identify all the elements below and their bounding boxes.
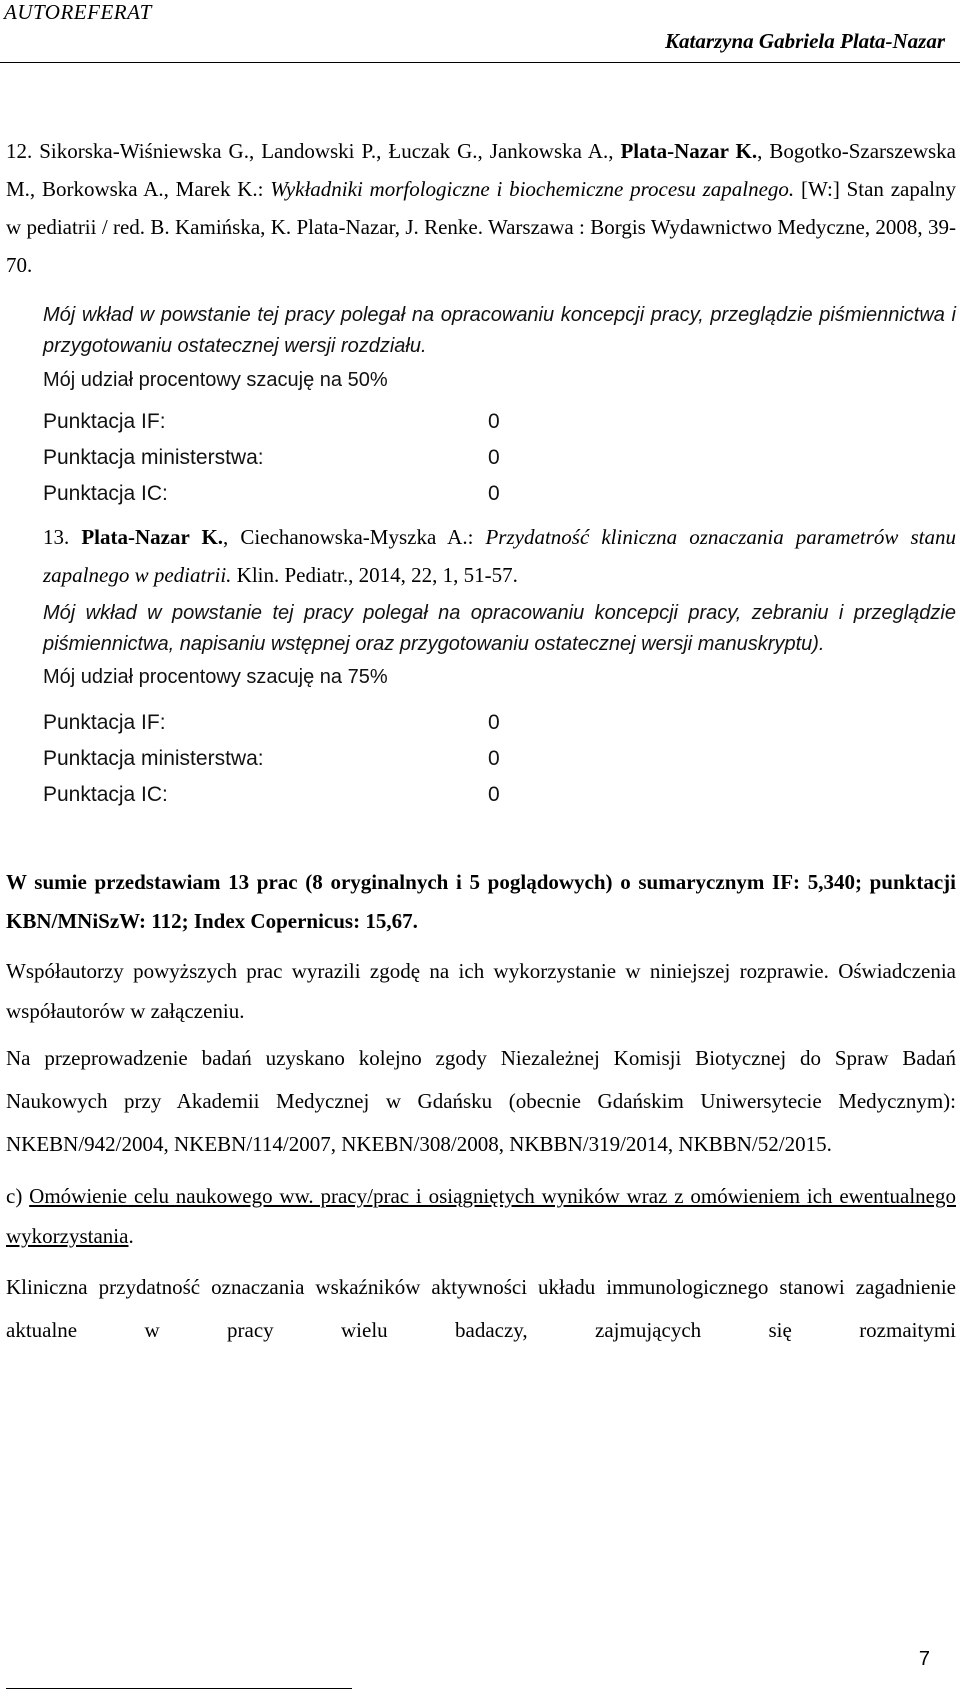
reference-13-share: Mój udział procentowy szacuję na 75% [43,666,388,688]
reference-13-authors: , Ciechanowska-Myszka A.: [223,525,486,549]
reference-12-contribution: Mój wkład w powstanie tej pracy polegał na opracowaniu koncepcji pracy, przeglądzie piśmiennictwa i przygotowaniu ostatecznej wersji rozdziału. [43,304,956,357]
section-c-prefix: c) [6,1184,30,1208]
coauthor-consent: Współautorzy powyższych prac wyrazili zgodę na ich wykorzystanie w niniejszej rozprawie. Oświadczenia współautorów w załączeniu. [6,959,956,1023]
reference-12-share: Mój udział procentowy szacuję na 50% [43,369,388,391]
reference-12-score-ic [6,476,956,512]
reference-13-score-if [6,705,956,741]
reference-13 [6,518,956,594]
reference-13-number: 13. [43,525,70,549]
score-label: Punktacja ministerstwa: [43,446,264,469]
score-label: Punktacja IC: [43,783,168,806]
reference-12-number: 12. [6,139,33,163]
reference-13-score-ministry [6,741,956,777]
section-c [6,1176,956,1256]
score-value: 0 [488,711,500,734]
reference-13-contribution: Mój wkład w powstanie tej pracy polegał na opracowaniu koncepcji pracy, zebraniu i przeglądzie piśmiennictwa, napisaniu wstępnej oraz przygotowaniu ostatecznej wersji manuskryptu). [43,602,956,655]
document-body [6,132,956,1352]
closing-paragraph: Kliniczna przydatność oznaczania wskaźników aktywności układu immunologicznego stanowi zagadnienie aktualne w pracy wielu badaczy, zajmujących się rozmaitymi [6,1275,956,1342]
score-label: Punktacja IF: [43,410,166,433]
reference-12-author-highlight: Plata-Nazar K. [620,139,758,163]
reference-12-authors-b: , Bogotko-Szarszewska M., Borkowska A., Marek K.: [6,139,957,201]
footer-divider [6,1688,352,1689]
section-c-heading: Omówienie celu naukowego ww. pracy/prac i osiągniętych wyników wraz z omówieniem ich ewentualnego wykorzystania [6,1184,956,1248]
reference-12 [6,132,956,284]
summary-paragraph: W sumie przedstawiam 13 prac (8 oryginalnych i 5 poglądowych) o sumarycznym IF: 5,340; punktacji KBN/MNiSzW: 112; Index Copernicus: 15,67. [6,870,956,933]
reference-12-source: [W:] Stan zapalny w pediatrii / red. B. Kamińska, K. Plata-Nazar, J. Renke. Warszawa : Borgis Wydawnictwo Medyczne, 2008, 39-70. [6,177,956,277]
reference-13-author-highlight: Plata-Nazar K. [81,525,224,549]
reference-12-score-if [6,404,956,440]
score-value: 0 [488,747,500,770]
score-label: Punktacja IF: [43,711,166,734]
page-number: 7 [918,1648,930,1670]
score-value: 0 [488,446,500,469]
header-left: AUTOREFERAT [4,0,152,24]
reference-13-score-ic [6,777,956,813]
reference-12-title: Wykładniki morfologiczne i biochemiczne procesu zapalnego. [270,177,795,201]
reference-13-title: Przydatność kliniczna oznaczania parametrów stanu zapalnego w pediatrii. [43,525,956,587]
reference-12-authors-a: Sikorska-Wiśniewska G., Landowski P., Łuczak G., Jankowska A., [32,139,621,163]
ethics-approval: Na przeprowadzenie badań uzyskano kolejno zgody Niezależnej Komisji Biotycznej do Spraw Badań Naukowych przy Akademii Medycznej w Gdańsku (obecnie Gdańskim Uniwersytecie Medycznym): NKEBN/942/2004, NKEBN/114/2007, NKEBN/308/2008, NKBBN/319/2014, NKBBN/52/2015. [6,1046,956,1156]
section-c-suffix: . [128,1224,134,1248]
header-author: Katarzyna Gabriela Plata-Nazar [664,29,945,53]
score-label: Punktacja IC: [43,482,168,505]
score-value: 0 [488,482,500,505]
reference-12-score-ministry [6,440,956,476]
score-label: Punktacja ministerstwa: [43,747,264,770]
reference-13-source: Klin. Pediatr., 2014, 22, 1, 51-57. [231,563,518,587]
score-value: 0 [488,783,500,806]
score-value: 0 [488,410,500,433]
header-divider [0,62,960,63]
